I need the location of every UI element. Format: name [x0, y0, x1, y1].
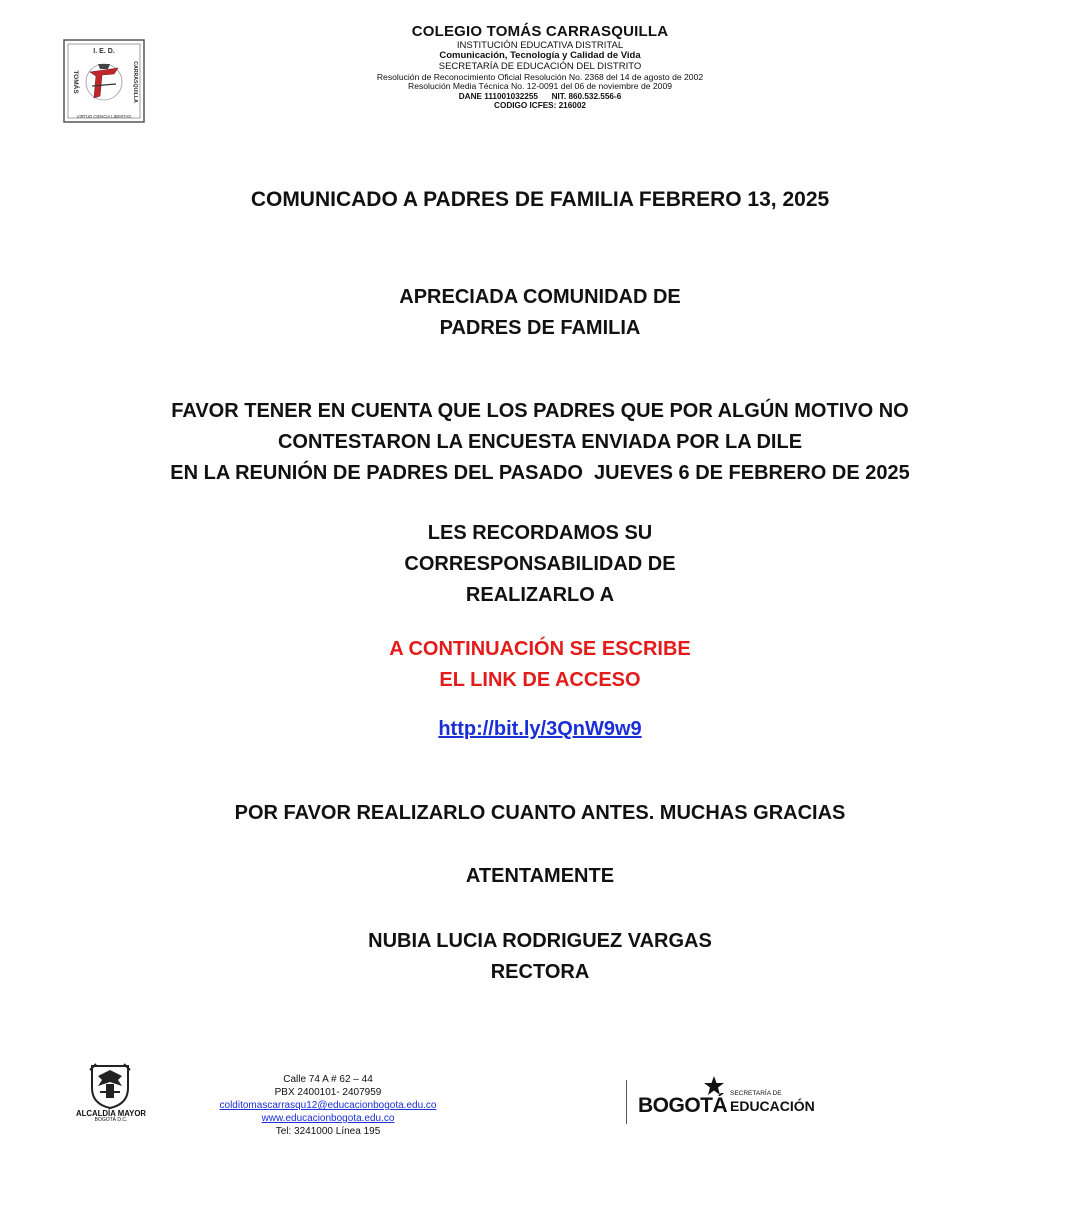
- reminder-line: CORRESPONSABILIDAD DE: [404, 553, 676, 575]
- dane-nit-line: DANE 111001032255 NIT. 860.532.556-6: [458, 91, 622, 101]
- contact-info: [190, 1073, 466, 1138]
- email-link[interactable]: colditomascarrasqu12@educacionbogota.edu.co: [219, 1100, 437, 1111]
- link-intro-line: EL LINK DE ACCESO: [439, 669, 641, 691]
- reminder-paragraph: [0, 518, 1080, 611]
- seal-left-text: TOMÁS: [72, 70, 79, 94]
- phone: Tel: 3241000 Línea 195: [275, 1126, 381, 1137]
- signature-block: [0, 926, 1080, 988]
- notice-line: FAVOR TENER EN CUENTA QUE LOS PADRES QUE POR ALGÚN MOTIVO NO: [171, 400, 909, 422]
- survey-link[interactable]: http://bit.ly/3QnW9w9: [438, 718, 642, 740]
- notice-line: EN LA REUNIÓN DE PADRES DEL PASADO JUEVES 6 DE FEBRERO DE 2025: [170, 462, 910, 484]
- alcaldia-label: [66, 1110, 156, 1123]
- pbx: PBX 2400101- 2407959: [274, 1087, 382, 1098]
- seal-bottom-text: VIRTUD CIENCIA LIBERTAD: [76, 114, 132, 119]
- signer-name: NUBIA LUCIA RODRIGUEZ VARGAS: [368, 930, 712, 952]
- educacion-label: EDUCACIÓN: [730, 1098, 815, 1114]
- seal-right-text: CARRASQUILLA: [132, 61, 138, 103]
- alcaldia-shield-icon: [88, 1062, 132, 1110]
- reminder-line: LES RECORDAMOS SU: [427, 522, 653, 544]
- star-icon: [703, 1075, 725, 1097]
- survey-link-wrap: [0, 718, 1080, 741]
- link-intro: [0, 634, 1080, 696]
- school-motto: Comunicación, Tecnología y Calidad de Vida: [439, 50, 641, 62]
- secretariat-line: SECRETARÍA DE EDUCACIÓN DEL DISTRITO: [438, 61, 642, 73]
- footer-divider: [626, 1080, 627, 1124]
- icfes-code: CODIGO ICFES: 216002: [494, 101, 586, 111]
- reminder-line: REALIZARLO A: [465, 584, 615, 606]
- institution-type: INSTITUCIÓN EDUCATIVA DISTRITAL: [456, 39, 624, 51]
- closing-salutation: ATENTAMENTE: [465, 865, 615, 887]
- secretaria-label: SECRETARÍA DE: [730, 1090, 782, 1097]
- school-seal-logo: [62, 38, 146, 124]
- signer-title: RECTORA: [490, 961, 590, 983]
- please-line: POR FAVOR REALIZARLO CUANTO ANTES. MUCHAS GRACIAS: [234, 802, 846, 824]
- alcaldia-name: ALCALDÍA MAYOR: [75, 1109, 147, 1118]
- school-name: COLEGIO TOMÁS CARRASQUILLA: [411, 23, 669, 40]
- notice-paragraph: [0, 396, 1080, 489]
- greeting: [0, 282, 1080, 344]
- document-title: COMUNICADO A PADRES DE FAMILIA FEBRERO 13, 2025: [250, 188, 830, 211]
- letterhead: [300, 24, 780, 110]
- alcaldia-sub: BOGOTÁ D.C.: [94, 1116, 128, 1123]
- bogota-brand: BOGOTÁ: [638, 1094, 728, 1117]
- address: Calle 74 A # 62 – 44: [283, 1074, 373, 1085]
- resolution-line-2: Resolución Media Técnica No. 12-0091 del 06 de noviembre de 2009: [407, 81, 673, 92]
- greeting-line: APRECIADA COMUNIDAD DE: [399, 286, 681, 308]
- resolution-line-1: Resolución de Reconocimiento Oficial Resolución No. 2368 del 14 de agosto de 2002: [376, 71, 704, 82]
- greeting-line: PADRES DE FAMILIA: [439, 317, 641, 339]
- website-link[interactable]: www.educacionbogota.edu.co: [261, 1113, 395, 1124]
- seal-top-text: I. E. D.: [93, 48, 115, 55]
- link-intro-line: A CONTINUACIÓN SE ESCRIBE: [389, 638, 691, 660]
- notice-line: CONTESTARON LA ENCUESTA ENVIADA POR LA DILE: [277, 431, 803, 453]
